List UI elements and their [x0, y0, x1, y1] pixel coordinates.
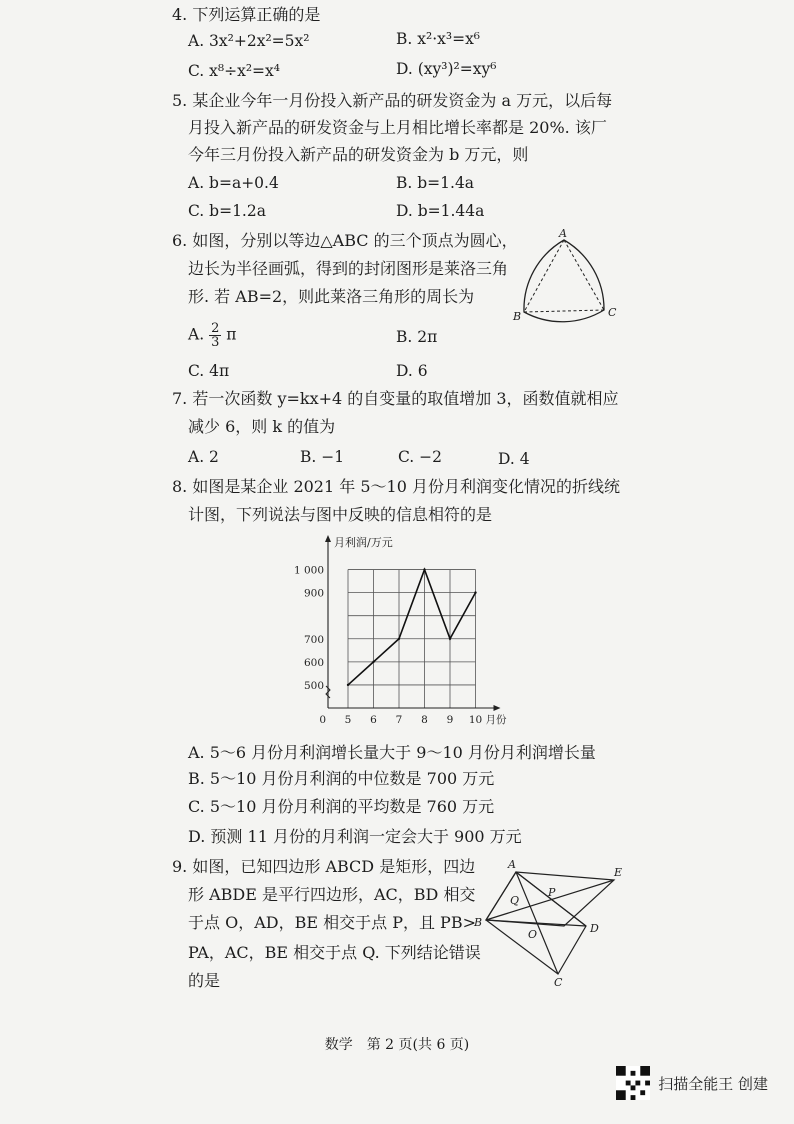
data-point — [423, 568, 425, 570]
y-axis-label: 月利润/万元 — [334, 536, 393, 549]
q8-option-c: C. 5～10 月份月利润的平均数是 760 万元 — [188, 797, 495, 816]
edge-bc — [524, 310, 604, 312]
data-point — [474, 591, 476, 593]
label-e: E — [614, 866, 623, 879]
q6-line1: 6. 如图，分别以等边△ABC 的三个顶点为圆心， — [172, 231, 518, 250]
q4-option-d: D. (xy³)²=xy⁶ — [396, 60, 497, 78]
q5-line2: 月投入新产品的研发资金与上月相比增长率都是 20%. 该厂 — [188, 118, 607, 137]
q5-option-d: D. b=1.44a — [396, 202, 485, 220]
q5-option-a: A. b=a+0.4 — [188, 174, 279, 192]
x-tick-label: 8 — [421, 714, 428, 726]
q6-line2: 边长为半径画弧，得到的封闭图形是莱洛三角 — [188, 259, 509, 278]
q7-option-d: D. 4 — [498, 450, 530, 468]
watermark-text: 扫描全能王 创建 — [658, 1074, 768, 1093]
data-point — [398, 638, 400, 640]
x-tick-label: 6 — [370, 714, 377, 726]
q5-option-c: C. b=1.2a — [188, 202, 266, 220]
y-tick-label: 1 000 — [293, 564, 324, 577]
y-axis-arrow — [325, 535, 331, 542]
scanner-watermark — [616, 1066, 768, 1100]
q9-line1: 9. 如图，已知四边形 ABCD 是矩形，四边 — [172, 857, 476, 876]
edge-ab — [524, 240, 564, 312]
x-tick-label: 9 — [446, 714, 454, 726]
label-a: A — [508, 858, 516, 871]
q9-line4: PA，AC，BE 相交于点 Q. 下列结论错误 — [188, 943, 481, 962]
qr-code-icon — [616, 1066, 650, 1100]
data-point — [372, 661, 374, 663]
x-tick-label: 7 — [395, 714, 403, 726]
x-tick-label: 5 — [344, 714, 352, 726]
q6-option-d: D. 6 — [396, 362, 428, 380]
parallelogram-abde — [486, 872, 614, 926]
q6-option-c: C. 4π — [188, 362, 230, 380]
q4-option-c: C. x⁸÷x²=x⁴ — [188, 62, 281, 80]
q6-option-a-pi: π — [226, 325, 237, 344]
data-point — [449, 638, 451, 640]
q6-option-a-prefix: A. — [188, 325, 205, 344]
x-tick-label: 10 — [468, 714, 483, 726]
q4-stem: 4. 下列运算正确的是 — [172, 5, 321, 24]
profit-series-line — [348, 570, 476, 685]
y-tick-label: 600 — [303, 656, 324, 669]
label-q: Q — [510, 894, 520, 907]
q7-option-b: B. −1 — [300, 448, 345, 466]
reuleaux-arcs — [524, 240, 604, 322]
q6-option-a — [188, 322, 236, 349]
q8-option-a: A. 5～6 月份月利润增长量大于 9～10 月份月利润增长量 — [188, 743, 596, 762]
label-b: B — [513, 310, 522, 323]
axis-break — [326, 686, 330, 698]
q5-option-b: B. b=1.4a — [396, 174, 475, 192]
q8-line2: 计图，下列说法与图中反映的信息相符的是 — [188, 505, 493, 524]
profit-line-chart — [286, 530, 516, 730]
data-point — [347, 684, 349, 686]
q9-line2: 形 ABDE 是平行四边形，AC，BD 相交 — [188, 885, 476, 904]
rectangle-parallelogram-figure — [466, 858, 626, 988]
label-a: A — [559, 227, 567, 240]
label-o: O — [528, 928, 538, 941]
y-tick-label: 900 — [303, 587, 324, 600]
q6-option-b: B. 2π — [396, 328, 438, 346]
edge-ac — [564, 240, 604, 310]
page-footer: 数学 第 2 页(共 6 页) — [324, 1037, 470, 1053]
reuleaux-triangle-figure — [510, 226, 622, 326]
q8-option-b: B. 5～10 月份月利润的中位数是 700 万元 — [188, 769, 495, 788]
q8-option-d: D. 预测 11 月份的月利润一定会大于 900 万元 — [188, 827, 522, 846]
fraction-numerator: 2 — [211, 321, 220, 336]
q6-option-a-fraction — [209, 322, 221, 349]
q7-option-c: C. −2 — [398, 448, 443, 466]
label-c: C — [554, 976, 563, 988]
q5-line1: 5. 某企业今年一月份投入新产品的研发资金为 a 万元，以后每 — [172, 91, 613, 110]
q6-line3: 形. 若 AB=2，则此莱洛三角形的周长为 — [188, 287, 475, 306]
q7-option-a: A. 2 — [188, 448, 219, 466]
q9-line5: 的是 — [188, 971, 221, 990]
label-c: C — [608, 306, 617, 319]
label-p: P — [548, 886, 556, 899]
q9-line3: 于点 O，AD，BE 相交于点 P，且 PB> — [188, 913, 476, 932]
q8-line1: 8. 如图是某企业 2021 年 5～10 月份月利润变化情况的折线统 — [172, 477, 620, 496]
q4-option-b: B. x²·x³=x⁶ — [396, 30, 481, 48]
x-axis-arrow — [494, 705, 501, 711]
q5-line3: 今年三月份投入新产品的研发资金为 b 万元，则 — [188, 145, 529, 164]
y-tick-label: 500 — [303, 679, 324, 692]
q7-line2: 减少 6，则 k 的值为 — [188, 417, 336, 436]
y-tick-label: 700 — [303, 633, 324, 646]
label-d: D — [590, 922, 599, 935]
fraction-denominator: 3 — [211, 335, 220, 350]
label-b: B — [474, 916, 483, 929]
q7-line1: 7. 若一次函数 y=kx+4 的自变量的取值增加 3，函数值就相应 — [172, 389, 619, 408]
x-axis-label: 月份 — [485, 714, 507, 726]
q4-option-a: A. 3x²+2x²=5x² — [188, 32, 310, 50]
origin-label: 0 — [319, 714, 326, 726]
